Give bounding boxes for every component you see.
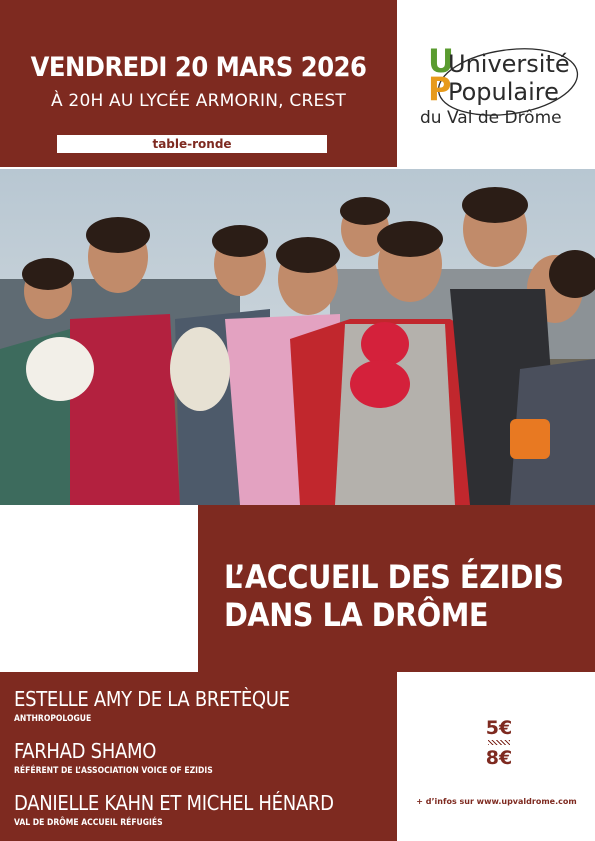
- universite-populaire-logo: [418, 38, 583, 133]
- title-line-1: L’ACCUEIL DES ÉZIDIS: [224, 558, 564, 596]
- website-info-link[interactable]: + d’infos sur www.upvaldrome.com: [416, 797, 577, 806]
- logo-line-1: Université: [448, 50, 570, 78]
- svg-text:P: P: [428, 70, 452, 108]
- svg-text:U: U: [428, 42, 454, 80]
- price-full: 8€: [485, 747, 513, 769]
- speaker-role: RÉFÉRENT DE L’ASSOCIATION VOICE OF EZIDIS: [14, 766, 213, 776]
- event-title: [224, 558, 563, 634]
- event-format-tag: table-ronde: [57, 135, 327, 153]
- speakers-band: [0, 672, 397, 841]
- price-reduced: 5€: [485, 717, 513, 739]
- event-date: VENDREDI 20 MARS 2026: [30, 52, 367, 83]
- event-venue: À 20H AU LYCÉE ARMORIN, CREST: [51, 91, 346, 111]
- logo-line-3: du Val de Drôme: [420, 108, 562, 128]
- header-band: [0, 0, 397, 167]
- speaker-name: DANIELLE KAHN ET MICHEL HÉNARD: [14, 791, 334, 815]
- speaker-role: VAL DE DRÔME ACCUEIL RÉFUGIÉS: [14, 818, 163, 828]
- price-divider: [488, 740, 510, 745]
- speaker-name: ESTELLE AMY DE LA BRETÈQUE: [14, 687, 290, 711]
- logo-line-2: Populaire: [448, 78, 559, 106]
- title-band: [198, 505, 595, 672]
- speaker-role: ANTHROPOLOGUE: [14, 714, 92, 724]
- speaker-name: FARHAD SHAMO: [14, 739, 157, 763]
- title-line-2: DANS LA DRÔME: [224, 596, 489, 634]
- group-of-children-photo: [0, 169, 595, 505]
